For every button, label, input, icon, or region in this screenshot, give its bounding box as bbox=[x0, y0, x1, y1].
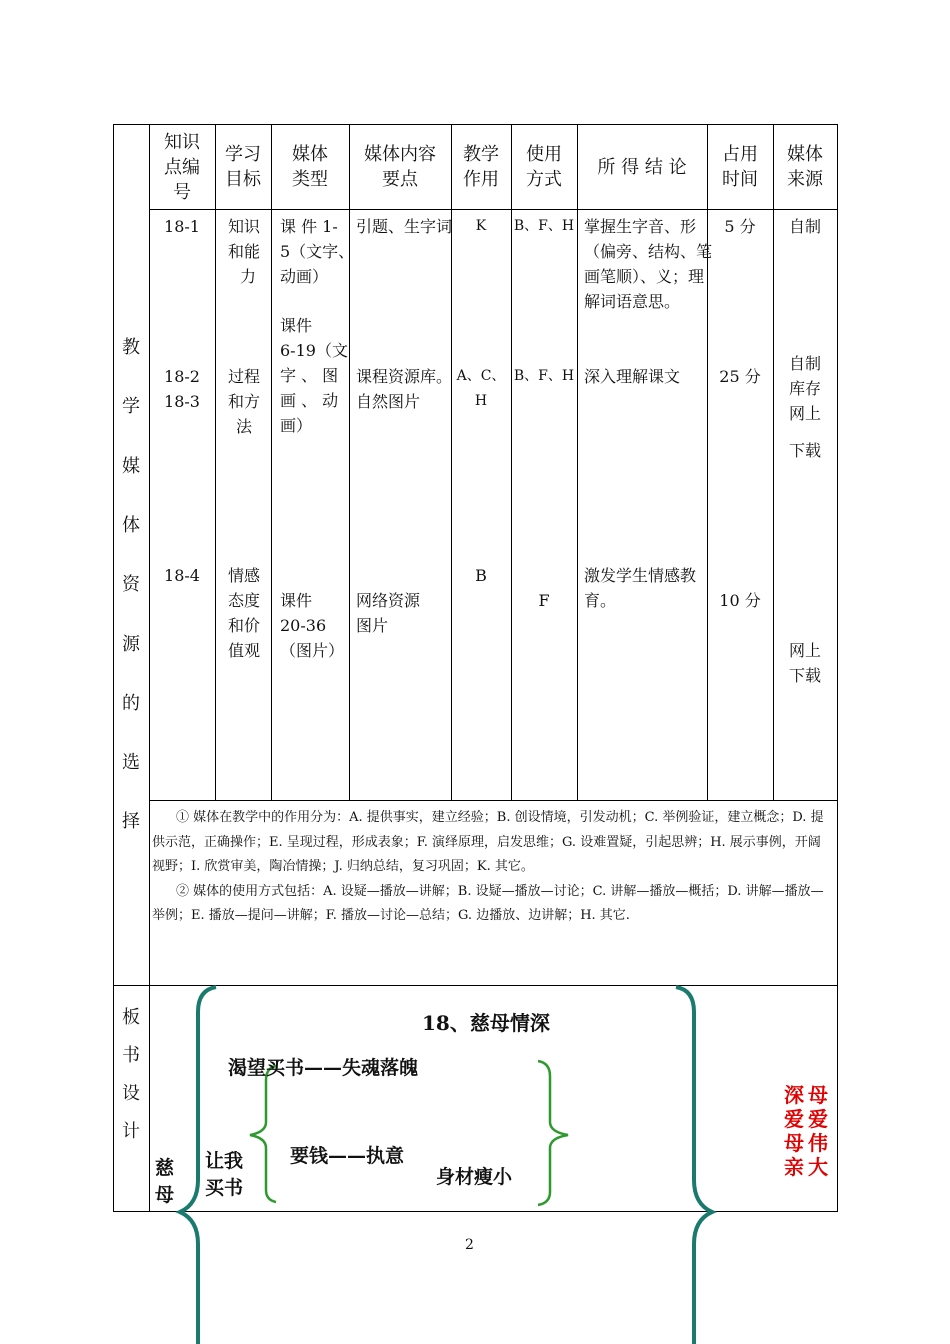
board-let-buy: 让我 买书 bbox=[205, 1150, 244, 1199]
inner-left-brace-icon bbox=[250, 1066, 276, 1202]
cell-code: 18-1 bbox=[164, 217, 200, 236]
red-column-deep-love-mother bbox=[784, 1083, 806, 1179]
cell-type: 课件 6-19（文 字 、 图 画 、 动 画） bbox=[280, 316, 348, 435]
side-char: 媒 bbox=[122, 456, 140, 477]
cell-goal: 情感 态度 和价 值观 bbox=[228, 566, 261, 660]
side-char: 书 bbox=[122, 1045, 140, 1066]
header-goal: 学习 目标 bbox=[225, 144, 261, 190]
cell-code: 18-2 18-3 bbox=[164, 367, 200, 411]
cell-content: 网络资源 图片 bbox=[356, 591, 421, 635]
cell-time: 25 分 bbox=[719, 367, 761, 386]
red-char: 伟 bbox=[808, 1131, 828, 1155]
board-line-thin: 身材瘦小 bbox=[436, 1166, 513, 1188]
cell-time: 10 分 bbox=[719, 591, 761, 610]
side-char: 体 bbox=[122, 515, 140, 536]
side-char: 板 bbox=[122, 1007, 140, 1028]
side-char: 源 bbox=[122, 634, 140, 655]
side-char: 的 bbox=[122, 693, 140, 714]
cell-conclusion: 激发学生情感教 育。 bbox=[584, 566, 697, 610]
header-media-type: 媒体 类型 bbox=[292, 144, 328, 190]
cell-content: 引题、生字词 bbox=[356, 217, 453, 236]
cell-source: 网上 下载 bbox=[788, 641, 821, 685]
board-title: 18、慈母情深 bbox=[422, 1011, 550, 1035]
red-char: 爱 bbox=[784, 1107, 804, 1131]
note-roles: ① 媒体在教学中的作用分为：A. 提供事实，建立经验；B. 创设情境，引发动机；C. 举例验证，建立概念；D. 提供示范，正确操作；E. 呈现过程，形成表象；F. 演绎原理，启发思维；G. 设难置疑，引起思辨；H. 展示事例，开阔视野；I. 欣赏审美，陶冶情操；J. 归纳总结，复习巩固；K. 其它。 bbox=[152, 810, 824, 874]
header-media-content: 媒体内容 要点 bbox=[364, 144, 436, 190]
board-line-desire: 渴望买书——失魂落魄 bbox=[228, 1057, 419, 1079]
cell-goal: 知识 和能 力 bbox=[228, 217, 261, 286]
side-char: 选 bbox=[122, 752, 140, 773]
header-usage: 使用 方式 bbox=[526, 144, 562, 190]
cell-conclusion: 掌握生字音、形 （偏旁、结构、笔 画笔顺）、义；理 解词语意思。 bbox=[584, 217, 713, 311]
cell-type: 课件 20-36 （图片） bbox=[280, 591, 345, 660]
cell-time: 5 分 bbox=[724, 217, 756, 236]
board-mother: 慈 母 bbox=[155, 1157, 175, 1206]
cell-code: 18-4 bbox=[164, 566, 200, 585]
cell-usage: B、F、H bbox=[513, 368, 575, 384]
side-char: 择 bbox=[122, 811, 140, 832]
header-knowledge-code: 知识 点编 号 bbox=[164, 132, 200, 203]
side-char: 资 bbox=[122, 574, 140, 595]
side-char: 学 bbox=[122, 396, 140, 417]
red-char: 深 bbox=[784, 1083, 804, 1107]
red-char: 母 bbox=[808, 1083, 828, 1107]
cell-type: 课 件 1- 5（文字、 动画） bbox=[280, 217, 355, 286]
header-conclusion: 所 得 结 论 bbox=[597, 157, 687, 178]
board-line-money: 要钱——执意 bbox=[290, 1145, 405, 1167]
note-usage: ② 媒体的使用方式包括：A. 设疑—播放—讲解；B. 设疑—播放—讨论；C. 讲解—播放—概括；D. 讲解—播放—举例；E. 播放—提问—讲解；F. 播放—讨论—总结；G. 边播放、边讲解；H. 其它. bbox=[152, 883, 824, 923]
red-char: 爱 bbox=[808, 1107, 828, 1131]
header-time: 占用 时间 bbox=[722, 144, 758, 190]
red-char: 亲 bbox=[784, 1155, 804, 1179]
cell-content: 课程资源库。 自然图片 bbox=[356, 367, 453, 411]
side-char: 计 bbox=[122, 1121, 140, 1142]
header-source: 媒体 来源 bbox=[787, 144, 823, 190]
cell-conclusion: 深入理解课文 bbox=[584, 367, 681, 386]
cell-usage: F bbox=[538, 591, 550, 610]
right-brace-icon bbox=[676, 987, 712, 1344]
cell-source: 自制 bbox=[788, 217, 821, 236]
cell-usage: B、F、H bbox=[513, 218, 575, 234]
red-char: 母 bbox=[784, 1131, 804, 1155]
side-char: 教 bbox=[122, 337, 140, 358]
red-char: 大 bbox=[808, 1155, 828, 1179]
cell-role: A、C、H bbox=[456, 368, 506, 409]
cell-role: K bbox=[475, 218, 487, 234]
page-number: 2 bbox=[465, 1237, 474, 1253]
cell-role: B bbox=[475, 566, 487, 585]
cell-source: 自制 库存 网上 下载 bbox=[788, 354, 821, 460]
red-column-mother-love-great bbox=[808, 1083, 830, 1179]
side-char: 设 bbox=[122, 1083, 140, 1104]
cell-goal: 过程 和方 法 bbox=[228, 367, 261, 436]
header-teaching-role: 教学 作用 bbox=[463, 144, 499, 190]
inner-right-brace-icon bbox=[538, 1061, 568, 1205]
